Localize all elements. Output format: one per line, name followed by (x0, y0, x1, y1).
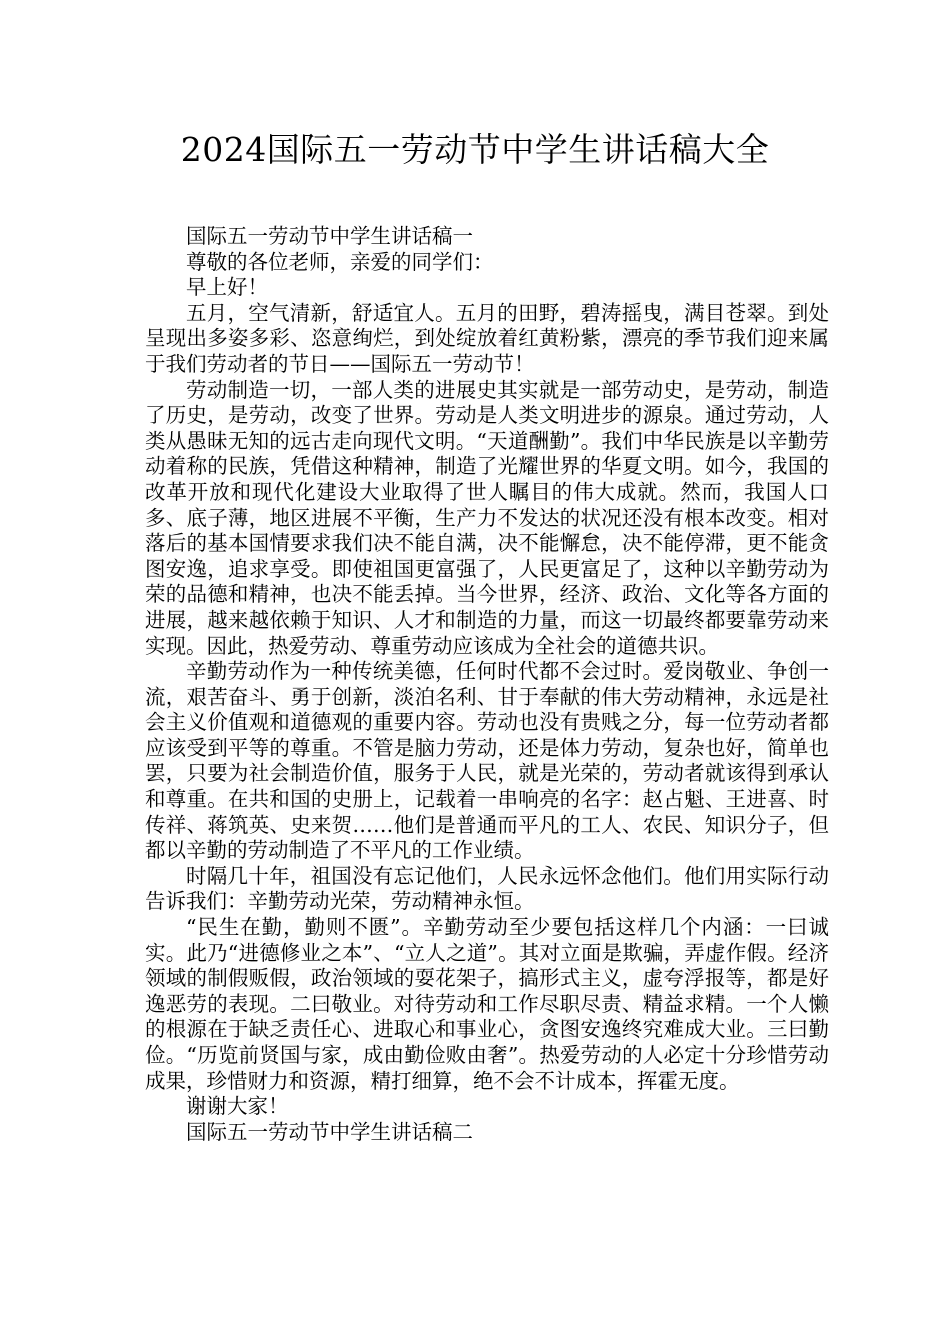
greeting: 早上好！ (186, 275, 268, 300)
paragraph-minsheng: “民生在勤，勤则不匮”。辛勤劳动至少要包括这样几个内涵：一曰诚实。此乃“进德修业之本”、“立人之道”。其对立面是欺骗，弄虚作假。经济领域的制假贩假，政治领域的耍花架子，搞形式主义，虚夸浮报等，都是好逸恶劳的表现。二曰敬业。对待劳动和工作尽职尽责、精益求精。一个人懒的根源在于缺乏责任心、进取心和事业心，贪图安逸终究难成大业。三曰勤俭。“历览前贤国与家，成由勤俭败由奢”。热爱劳动的人必定十分珍惜劳动成果，珍惜财力和资源，精打细算，绝不会不计成本，挥霍无度。 (145, 915, 829, 1093)
paragraph-labor-creates: 劳动制造一切，一部人类的进展史其实就是一部劳动史，是劳动，制造了历史，是劳动，改变了世界。劳动是人类文明进步的源泉。通过劳动，人类从愚昧无知的远古走向现代文明。“天道酬勤”。我们中华民族是以辛勤劳动着称的民族，凭借这种精神，制造了光耀世界的华夏文明。如今，我国的改革开放和现代化建设大业取得了世人瞩目的伟大成就。然而，我国人口多、底子薄，地区进展不平衡，生产力不发达的状况还没有根本改变。相对落后的基本国情要求我们决不能自满，决不能懈怠，决不能停滞，更不能贪图安逸，追求享受。即使祖国更富强了，人民更富足了，这种以辛勤劳动为荣的品德和精神，也决不能丢掉。当今世界，经济、政治、文化等各方面的进展，越来越依赖于知识、人才和制造的力量，而这一切最终都要靠劳动来实现。因此，热爱劳动、尊重劳动应该成为全社会的道德共识。 (145, 377, 829, 658)
paragraph-may: 五月，空气清新，舒适宜人。五月的田野，碧涛摇曳，满目苍翠。到处呈现出多姿多彩、恣意绚烂，到处绽放着红黄粉紫，漂亮的季节我们迎来属于我们劳动者的节日——国际五一劳动节！ (145, 300, 829, 376)
section-heading-one: 国际五一劳动节中学生讲话稿一 (186, 224, 473, 248)
paragraph-decades-later: 时隔几十年，祖国没有忘记他们，人民永远怀念他们。他们用实际行动告诉我们：辛勤劳动光荣，劳动精神永恒。 (145, 863, 829, 914)
salutation: 尊敬的各位老师，亲爱的同学们： (186, 249, 494, 274)
closing-thanks: 谢谢大家！ (186, 1094, 289, 1119)
section-heading-two: 国际五一劳动节中学生讲话稿二 (186, 1119, 473, 1144)
document-title: 2024国际五一劳动节中学生讲话稿大全 (180, 130, 770, 169)
paragraph-diligence-virtue: 辛勤劳动作为一种传统美德，任何时代都不会过时。爱岗敬业、争创一流，艰苦奋斗、勇于创新，淡泊名利、甘于奉献的伟大劳动精神，永远是社会主义价值观和道德观的重要内容。劳动也没有贵贱之分，每一位劳动者都应该受到平等的尊重。不管是脑力劳动，还是体力劳动，复杂也好，简单也罢，只要为社会制造价值，服务于人民，就是光荣的，劳动者就该得到承认和尊重。在共和国的史册上，记载着一串响亮的名字：赵占魁、王进喜、时传祥、蒋筑英、史来贺……他们是普通而平凡的工人、农民、知识分子，但都以辛勤的劳动制造了不平凡的工作业绩。 (145, 659, 829, 863)
document-body (145, 224, 829, 1145)
